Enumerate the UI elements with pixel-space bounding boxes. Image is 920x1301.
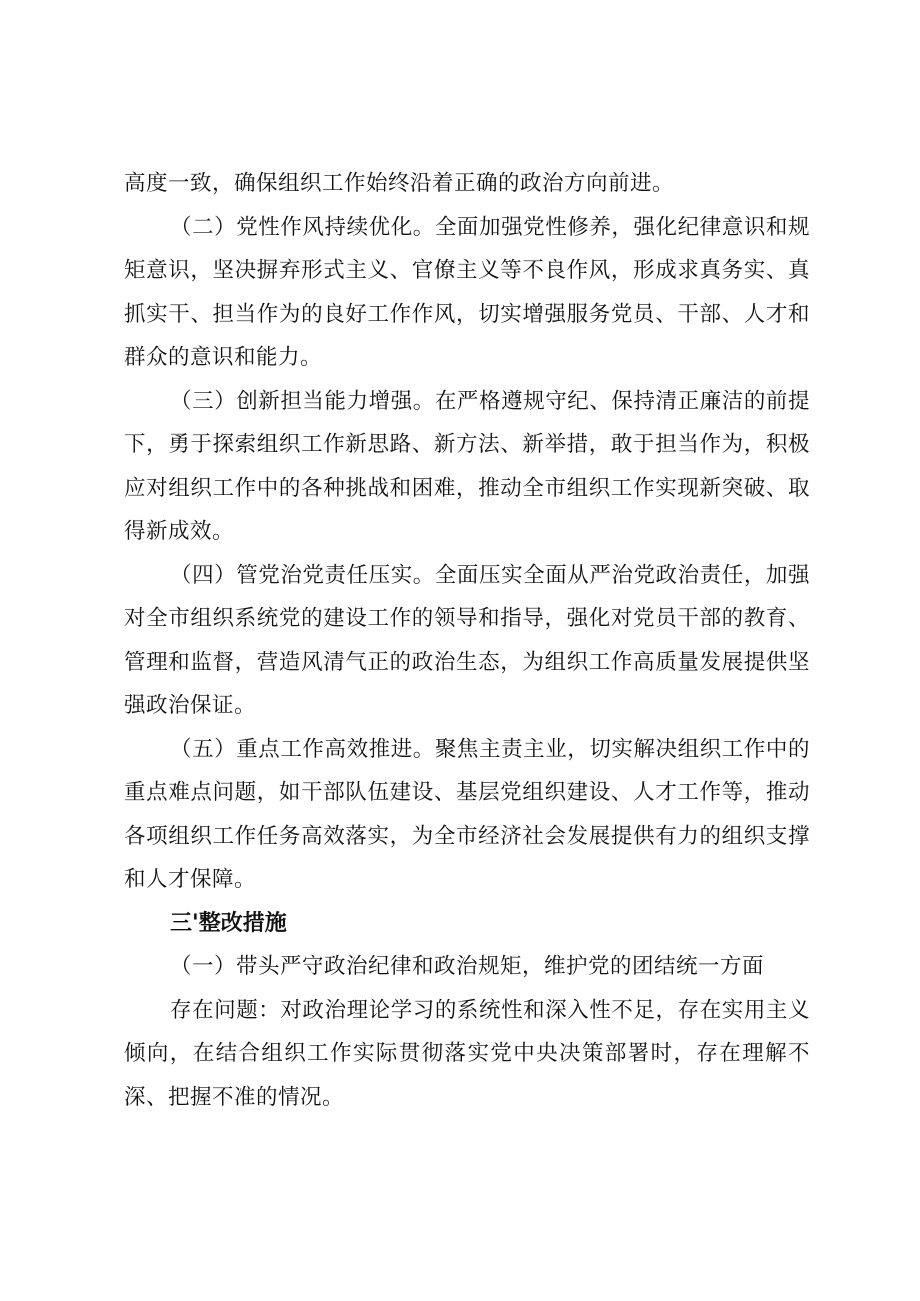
paragraph-problems: 存在问题：对政治理论学习的系统性和深入性不足，存在实用主义倾向，在结合组织工作实际贯彻落实党中央决策部署时，存在理解不深、把握不准的情况。 (124, 997, 810, 1110)
section-heading: 三'整改措施 (170, 910, 287, 936)
paragraph-continuation: 高度一致，确保组织工作始终沿着正确的政治方向前进。 (124, 171, 675, 196)
paragraph-party-style: （二）党性作风持续优化。全面加强党性修养，强化纪律意识和规矩意识，坚决摒弃形式主义、官僚主义等不良作风，形成求真务实、真抓实干、担当作为的良好工作作风，切实增强服务党员、干部、人才和群众的意识和能力。 (124, 214, 810, 370)
subsection-heading: （一）带头严守政治纪律和政治规矩，维护党的团结统一方面 (170, 954, 765, 979)
paragraph-responsibility: （四）管党治党责任压实。全面压实全面从严治党政治责任，加强对全市组织系统党的建设工作的领导和指导，强化对党员干部的教育、管理和监督，营造风清气正的政治生态，为组织工作高质量发展提供坚强政治保证。 (124, 562, 810, 718)
paragraph-innovation: （三）创新担当能力增强。在严格遵规守纪、保持清正廉洁的前提下，勇于探索组织工作新思路、新方法、新举措，敢于担当作为，积极应对组织工作中的各种挑战和困难，推动全市组织工作实现新突破、取得新成效。 (124, 388, 810, 544)
paragraph-key-work: （五）重点工作高效推进。聚焦主责主业，切实解决组织工作中的重点难点问题，如干部队伍建设、基层党组织建设、人才工作等，推动各项组织工作任务高效落实，为全市经济社会发展提供有力的组织支撑和人才保障。 (124, 736, 810, 892)
document-body (124, 162, 810, 1119)
